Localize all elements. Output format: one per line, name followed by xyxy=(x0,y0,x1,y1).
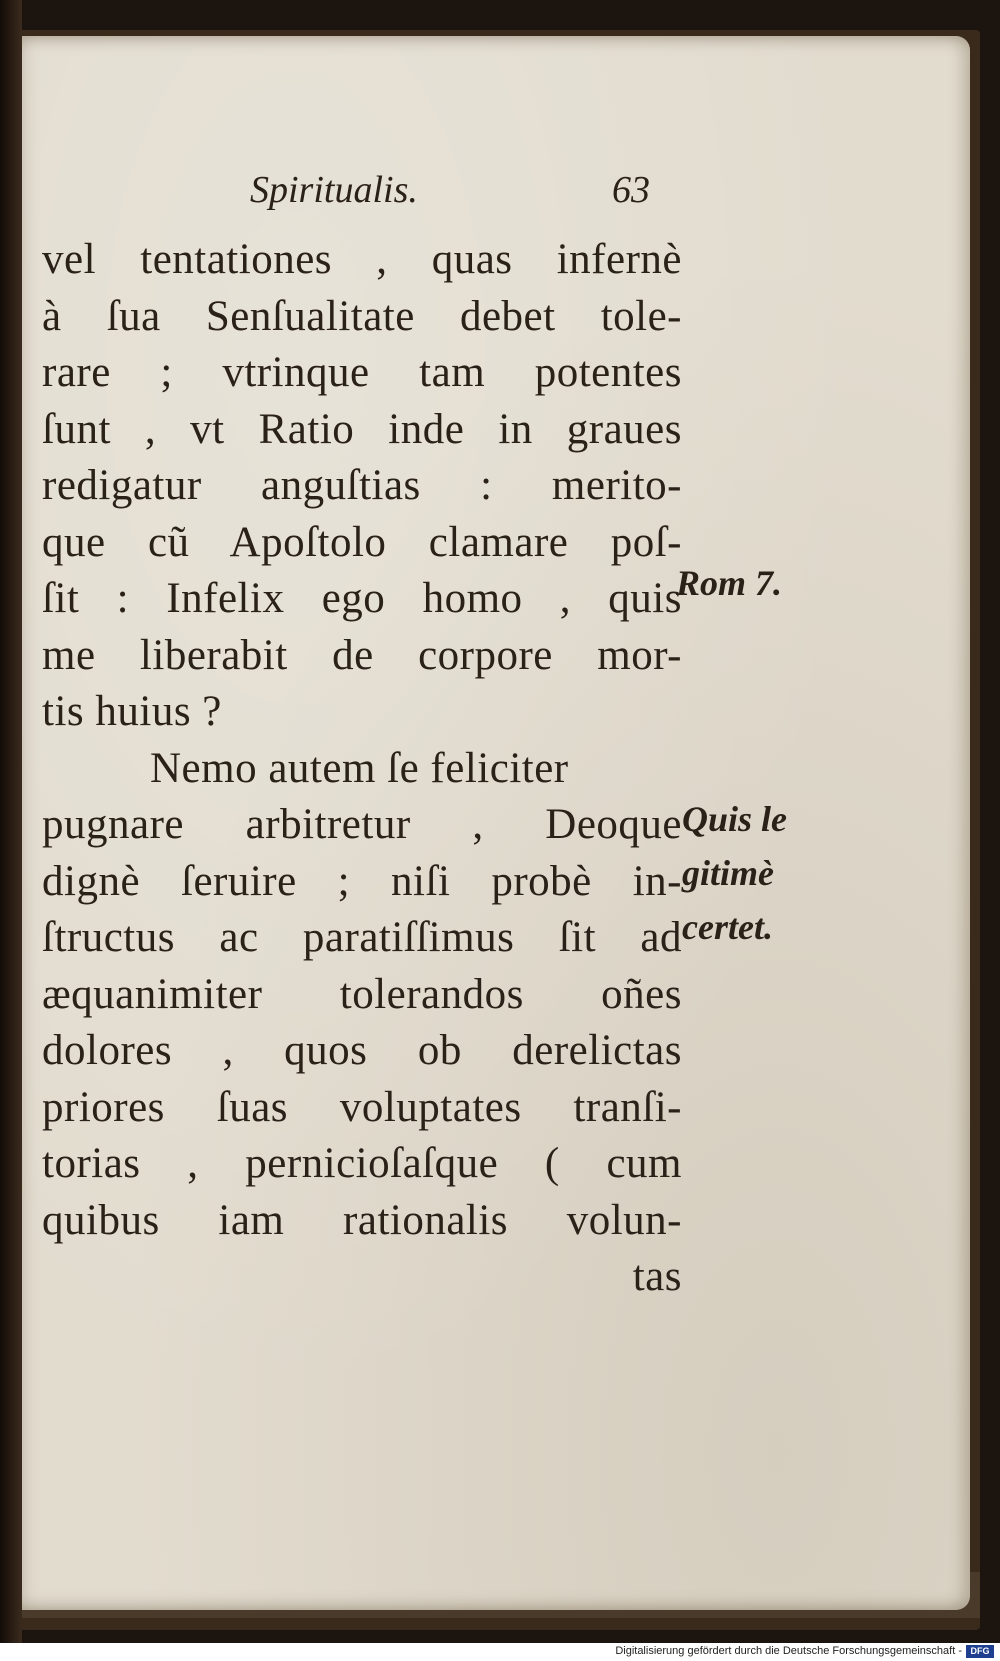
body-text xyxy=(42,232,682,1306)
text-line: ſit : Infelix ego homo , quis xyxy=(42,575,682,622)
text-line: vel tentationes , quas infernè xyxy=(42,236,682,283)
text-line: quibus iam rationalis volun- xyxy=(42,1196,682,1244)
text-line: rare ; vtrinque tam potentes xyxy=(42,349,682,396)
text-line: dolores , quos ob derelictas xyxy=(42,1027,682,1074)
running-title: Spiritualis. xyxy=(250,169,418,211)
text-line: torias , pernicioſaſque ( cum xyxy=(42,1140,682,1187)
paragraph-start-line: Nemo autem ſe feliciter xyxy=(150,744,569,792)
text-line: redigatur anguſtias : merito- xyxy=(42,462,682,509)
funding-credit: Digitalisierung gefördert durch die Deutsche Forschungsgemeinschaft - xyxy=(615,1645,962,1657)
text-line: priores ſuas voluptates tranſi- xyxy=(42,1083,682,1131)
text-line: æquanimiter tolerandos oñes xyxy=(42,970,682,1018)
text-line: à ſua Senſualitate debet tole- xyxy=(42,292,682,340)
text-line: que cũ Apoſtolo clamare poſ- xyxy=(42,518,682,566)
page-header xyxy=(250,168,670,218)
margin-note-rom: Rom 7. xyxy=(676,563,783,603)
margin-note-line: Quis le xyxy=(682,799,788,839)
catchword: tas xyxy=(632,1253,682,1300)
text-line: pugnare arbitretur , Deoque xyxy=(42,801,682,848)
dfg-logo: DFG xyxy=(966,1645,994,1658)
text-line: dignè ſeruire ; niſi probè in- xyxy=(42,857,682,905)
margin-note-line: certet. xyxy=(682,907,773,947)
text-line: tis huius ? xyxy=(42,688,222,735)
margin-note-line: gitimè xyxy=(682,853,774,893)
text-line: me liberabit de corpore mor- xyxy=(42,631,682,679)
text-line: ſtructus ac paratiſſimus ſit ad xyxy=(42,914,682,961)
book-binding xyxy=(0,0,22,1643)
margin-note-quis xyxy=(682,792,787,954)
page-number: 63 xyxy=(612,169,650,211)
text-line: ſunt , vt Ratio inde in graues xyxy=(42,405,682,453)
